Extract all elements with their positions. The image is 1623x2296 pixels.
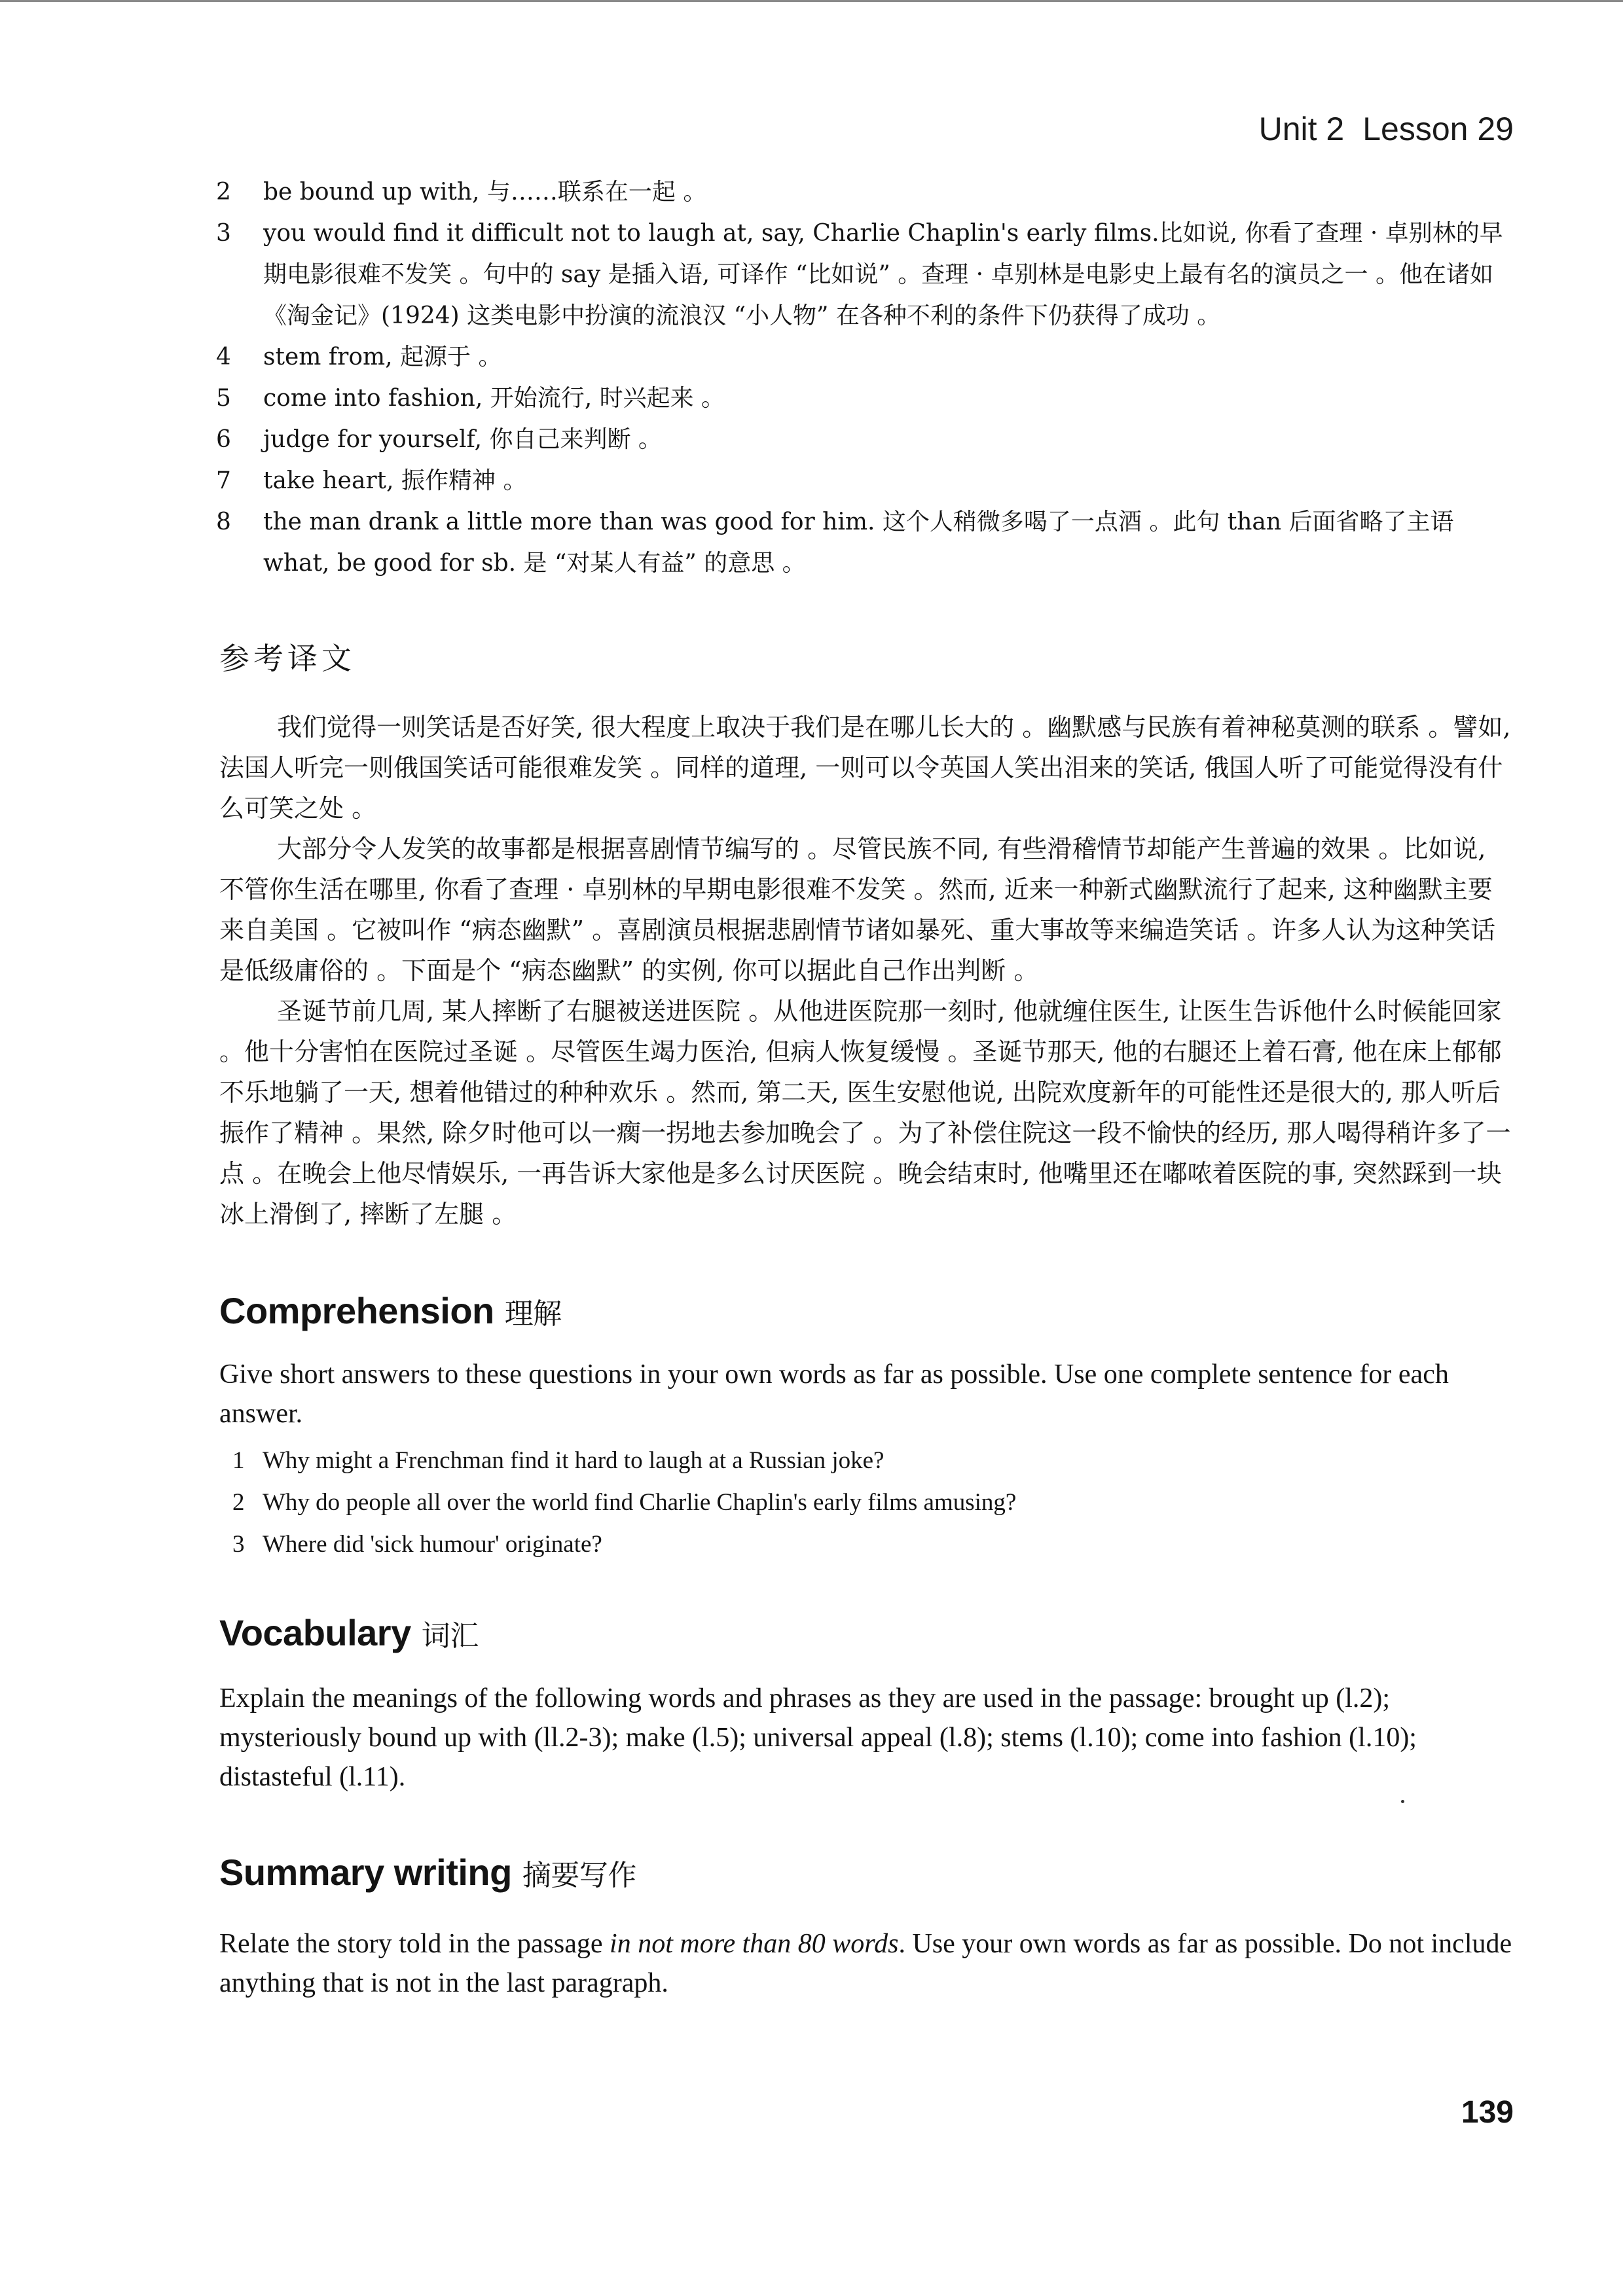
note-item: [216, 378, 1519, 419]
comprehension-instruction: Give short answers to these questions in your own words as far as possible. Use one complete sentence for each answer.: [219, 1359, 1449, 1429]
question-number: 3: [232, 1531, 245, 1558]
question-number: 2: [232, 1489, 245, 1516]
summary-title-cn: 摘要写作: [522, 1859, 636, 1892]
note-text: come into fashion, 开始流行, 时兴起来 。: [263, 385, 725, 412]
note-number: 2: [216, 179, 231, 206]
note-item: [216, 336, 1519, 378]
translation-paragraph: 大部分令人发笑的故事都是根据喜剧情节编写的 。尽管民族不同, 有些滑稽情节却能产生普遍的效果 。比如说, 不管你生活在哪里, 你看了查理 · 卓别林的早期电影很难不发笑 。然而, 近来一种新式幽默流行了起来, 这种幽默主要来自美国 。它被叫作 “病态幽默” 。喜剧演员根据悲剧情节诸如暴死、重大事故等来编造笑话 。许多人认为这种笑话是低级庸俗的 。下面是个 “病态幽默” 的实例, 你可以据此自己作出判断 。: [219, 834, 1496, 985]
translation-paragraph: 我们觉得一则笑话是否好笑, 很大程度上取决于我们是在哪儿长大的 。幽默感与民族有着神秘莫测的联系 。譬如, 法国人听完一则俄国笑话可能很难发笑 。同样的道理, 一则可以令英国人笑出泪来的笑话, 俄国人听了可能觉得没有什么可笑之处 。: [219, 713, 1511, 823]
unit-label: Unit 2: [1258, 111, 1345, 147]
vocabulary-heading: [219, 1611, 479, 1654]
comprehension-title: Comprehension: [219, 1290, 494, 1331]
note-number: 6: [216, 426, 231, 453]
note-number: 4: [216, 344, 231, 370]
vocabulary-title: Vocabulary: [219, 1612, 411, 1653]
comprehension-questions: [232, 1440, 1516, 1566]
question-item: [232, 1524, 1516, 1566]
summary-text-emphasis: in not more than 80 words: [610, 1929, 899, 1959]
comprehension-title-cn: 理解: [504, 1297, 562, 1331]
lesson-label: Lesson 29: [1362, 111, 1514, 147]
note-item: [216, 419, 1519, 460]
note-text: judge for yourself, 你自己来判断 。: [263, 426, 662, 453]
summary-text-end: . Use your own words as far as possible. Do not include anything that is not in the last paragraph.: [219, 1929, 1512, 1998]
vocabulary-title-cn: 词汇: [421, 1619, 479, 1653]
note-item: [216, 501, 1519, 584]
note-item: [216, 460, 1519, 501]
summary-title: Summary writing: [219, 1852, 512, 1893]
top-border-line: [0, 0, 1623, 2]
summary-text-start: Relate the story told in the passage: [219, 1929, 610, 1959]
note-number: 5: [216, 385, 231, 412]
note-number: 7: [216, 467, 231, 494]
vocabulary-instruction: Explain the meanings of the following words and phrases as they are used in the passage: brought up (l.2); mysteriously bound up with (ll.2-3); make (l.5); universal appeal (l.8); stems (l.10); come into fashion (l.10); distasteful (l.11).: [219, 1683, 1417, 1792]
question-text: Where did 'sick humour' originate?: [263, 1531, 602, 1558]
page-number: 139: [1461, 2095, 1514, 2130]
question-item: [232, 1482, 1516, 1524]
question-number: 1: [232, 1447, 245, 1474]
note-number: 8: [216, 509, 231, 535]
note-text: be bound up with, 与……联系在一起 。: [263, 179, 707, 206]
question-text: Why might a Frenchman find it hard to laugh at a Russian joke?: [263, 1447, 884, 1474]
page-header: [1259, 110, 1514, 148]
note-text: you would find it difficult not to laugh at, say, Charlie Chaplin's early films.比如说, 你看了查理 · 卓别林的早期电影很难不发笑 。句中的 say 是插入语, 可译作 “比如说” 。查理 · 卓别林是电影史上最有名的演员之一 。他在诸如《淘金记》(1924) 这类电影中扮演的流浪汉 “小人物” 在各种不利的条件下仍获得了成功 。: [263, 220, 1503, 329]
note-item: [216, 171, 1519, 213]
question-item: [232, 1440, 1516, 1482]
question-text: Why do people all over the world find Charlie Chaplin's early films amusing?: [263, 1489, 1017, 1516]
note-number: 3: [216, 220, 231, 247]
note-text: the man drank a little more than was good for him. 这个人稍微多喝了一点酒 。此句 than 后面省略了主语what, be good for sb. 是 “对某人有益” 的意思 。: [263, 509, 1454, 577]
note-item: [216, 213, 1519, 336]
note-text: take heart, 振作精神 。: [263, 467, 527, 494]
summary-instruction: [219, 1924, 1516, 2003]
notes-list: [216, 171, 1519, 584]
note-text: stem from, 起源于 。: [263, 344, 502, 370]
translation-body: [219, 707, 1516, 1234]
comprehension-heading: [219, 1289, 562, 1332]
scan-speck: [1401, 1800, 1404, 1803]
translation-paragraph: 圣诞节前几周, 某人摔断了右腿被送进医院 。从他进医院那一刻时, 他就缠住医生, 让医生告诉他什么时候能回家 。他十分害怕在医院过圣诞 。尽管医生竭力医治, 但病人恢复缓慢 。圣诞节那天, 他的右腿还上着石膏, 他在床上郁郁不乐地躺了一天, 想着他错过的种种欢乐 。然而, 第二天, 医生安慰他说, 出院欢度新年的可能性还是很大的, 那人听后振作了精神 。果然, 除夕时他可以一瘸一拐地去参加晚会了 。为了补偿住院这一段不愉快的经历, 那人喝得稍许多了一点 。在晚会上他尽情娱乐, 一再告诉大家他是多么讨厌医院 。晚会结束时, 他嘴里还在嘟哝着医院的事, 突然踩到一块冰上滑倒了, 摔断了左腿 。: [219, 997, 1511, 1229]
translation-heading: 参考译文: [219, 641, 356, 676]
summary-heading: [219, 1851, 636, 1893]
